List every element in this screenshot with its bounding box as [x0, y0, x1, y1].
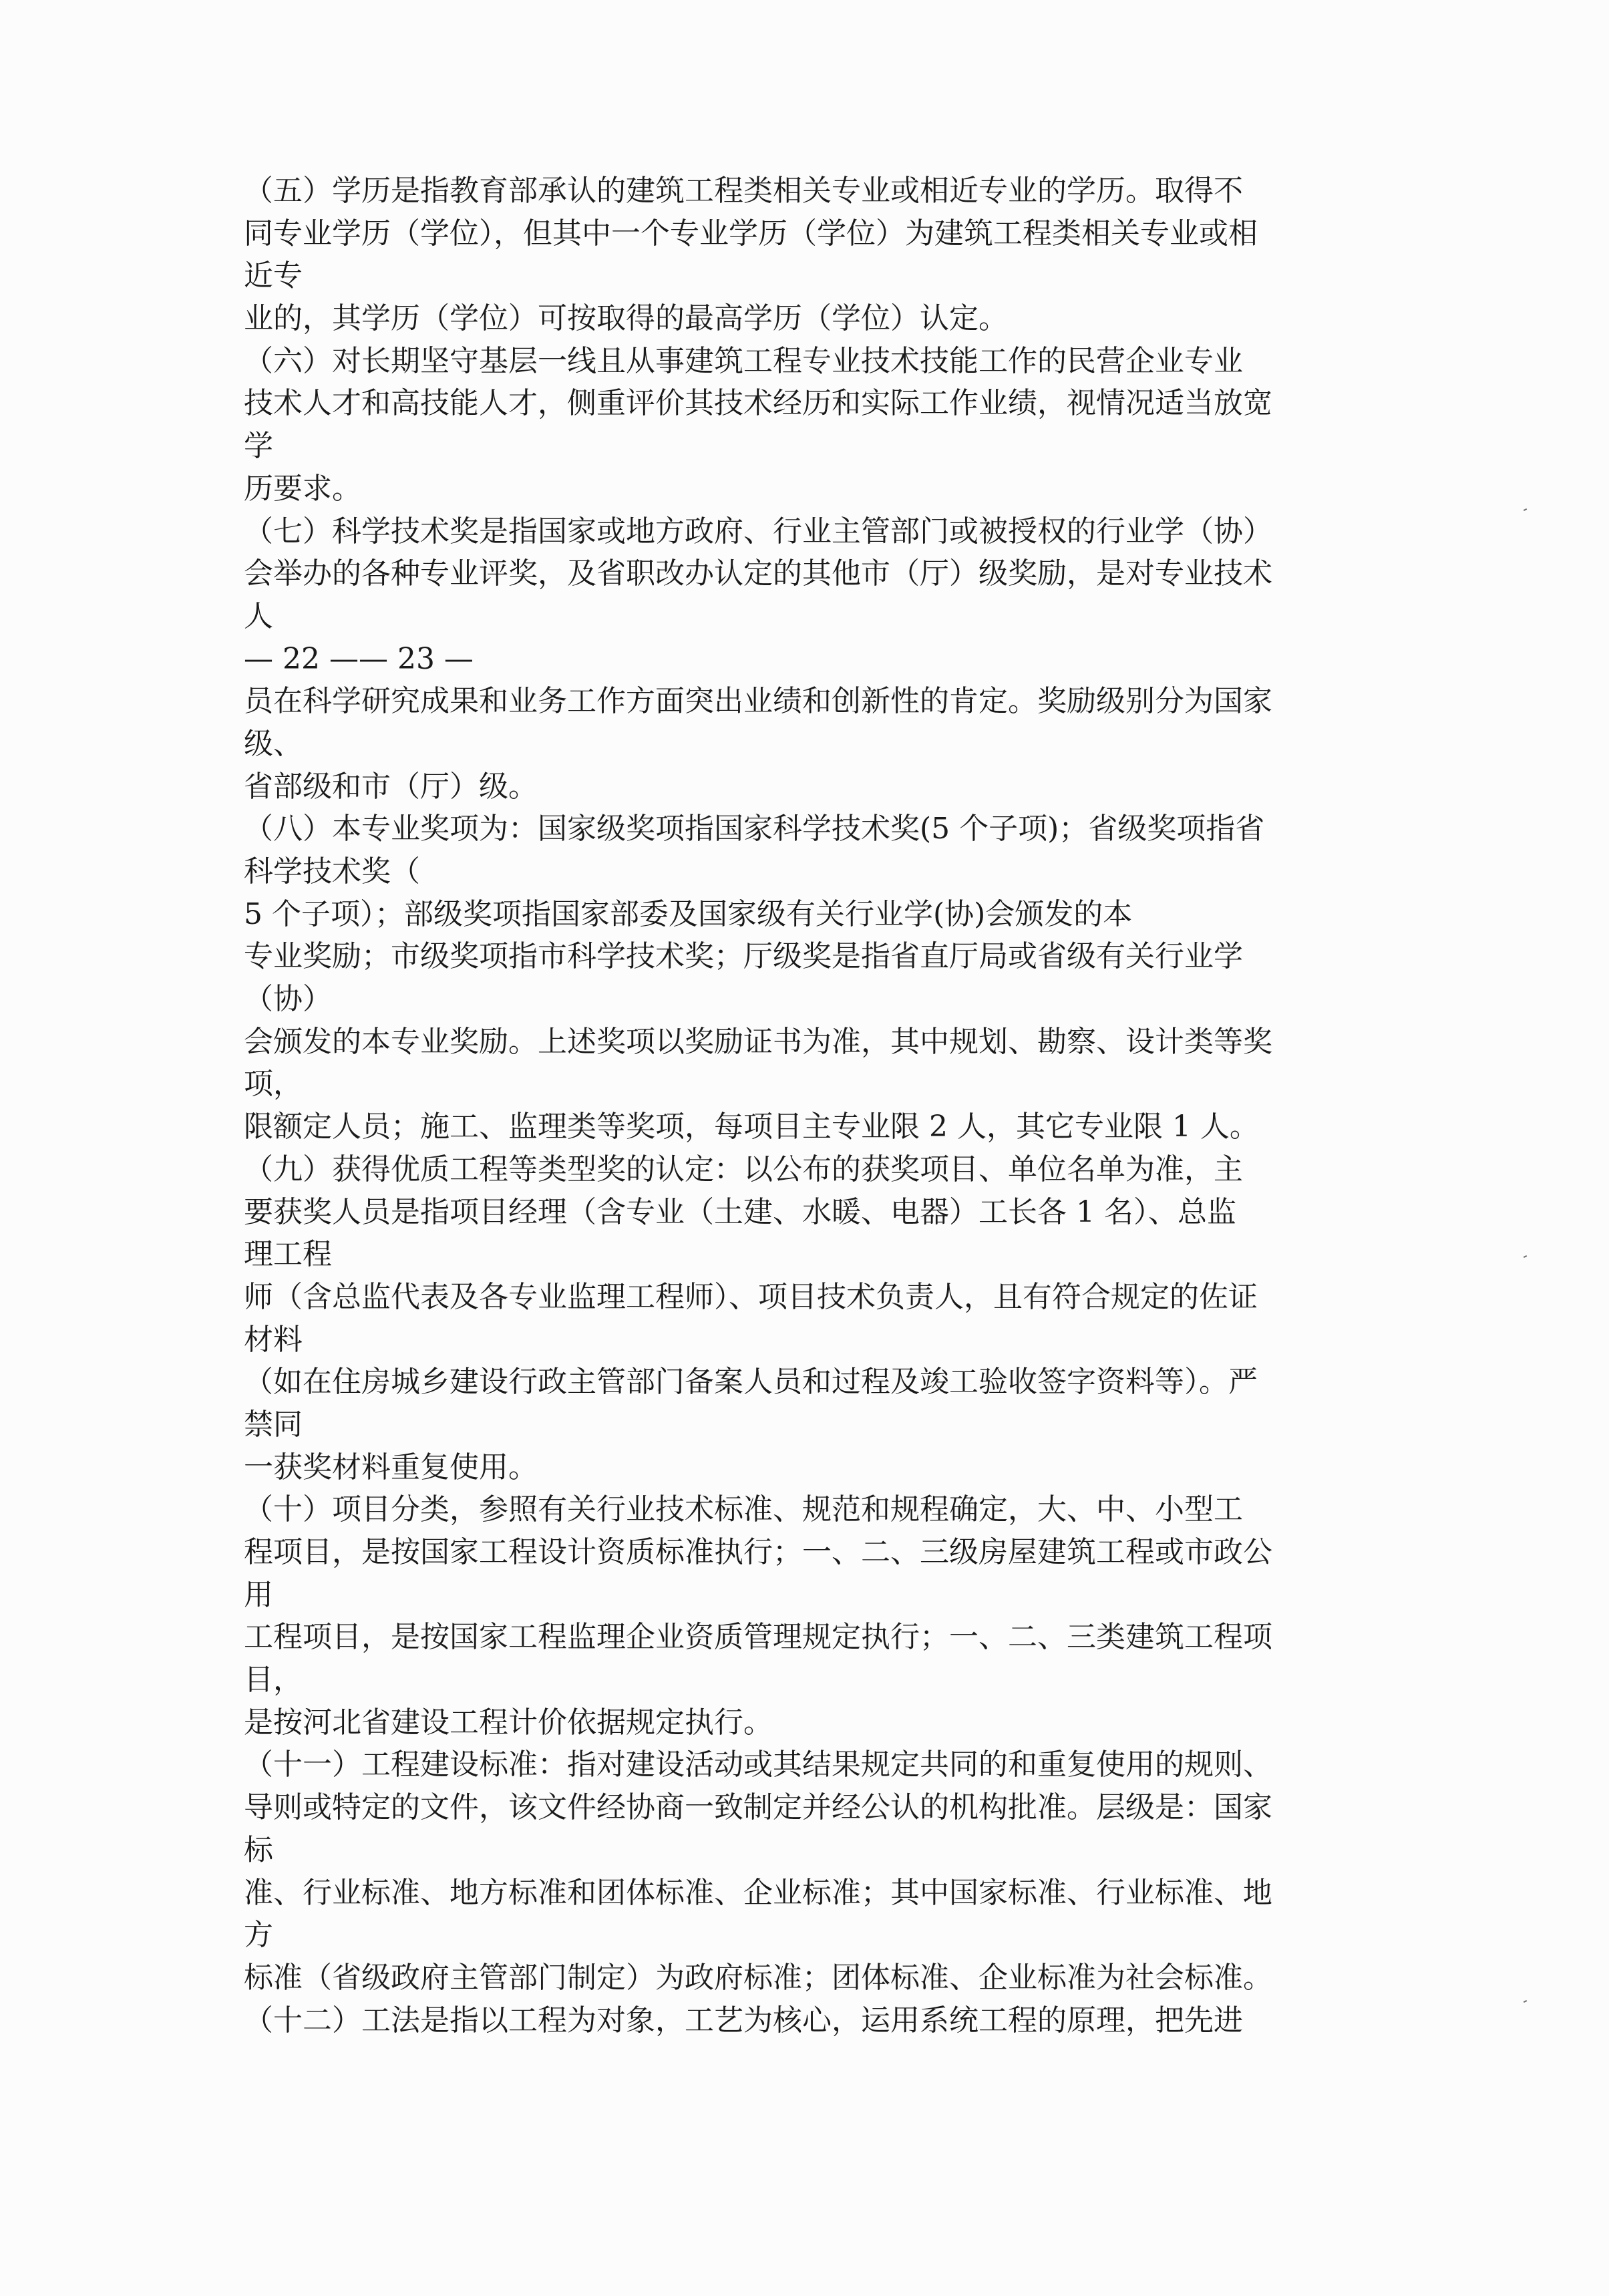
- text-line: 近专: [244, 259, 303, 293]
- text-line: （十）项目分类，参照有关行业技术标准、规范和规程确定，大、中、小型工: [244, 1492, 1243, 1527]
- text-line: 标准（省级政府主管部门制定）为政府标准；团体标准、企业标准为社会标准。: [244, 1960, 1272, 1995]
- text-line: 5 个子项）；部级奖项指国家部委及国家级有关行业学(协)会颁发的本: [244, 896, 1133, 931]
- text-line: 目，: [244, 1663, 303, 1697]
- text-line: （七）科学技术奖是指国家或地方政府、行业主管部门或被授权的行业学（协）: [244, 514, 1272, 548]
- text-line: 学: [244, 429, 273, 464]
- text-line: （九）获得优质工程等类型奖的认定：以公布的获奖项目、单位名单为准，主: [244, 1152, 1243, 1186]
- text-line: 项，: [244, 1067, 303, 1102]
- text-line: （十一）工程建设标准：指对建设活动或其结果规定共同的和重复使用的规则、: [244, 1748, 1272, 1782]
- text-line: 工程项目，是按国家工程监理企业资质管理规定执行；一、二、三类建筑工程项: [244, 1620, 1272, 1655]
- text-line: 一获奖材料重复使用。: [244, 1450, 538, 1484]
- text-line: 标: [244, 1832, 273, 1867]
- text-line: 是按河北省建设工程计价依据规定执行。: [244, 1705, 773, 1740]
- text-line: （协）: [244, 982, 332, 1017]
- text-line: 历要求。: [244, 471, 361, 506]
- text-line: 同专业学历（学位），但其中一个专业学历（学位）为建筑工程类相关专业或相: [244, 216, 1258, 251]
- text-line: 方: [244, 1918, 273, 1953]
- text-line: 程项目，是按国家工程设计资质标准执行；一、二、三级房屋建筑工程或市政公: [244, 1535, 1272, 1569]
- text-line: 导则或特定的文件，该文件经协商一致制定并经公认的机构批准。层级是：国家: [244, 1790, 1272, 1825]
- text-line: （八）本专业奖项为：国家级奖项指国家科学技术奖(5 个子项)；省级奖项指省: [244, 812, 1265, 846]
- text-line: 员在科学研究成果和业务工作方面突出业绩和创新性的肯定。奖励级别分为国家: [244, 684, 1272, 719]
- scan-speck: [1524, 508, 1527, 511]
- page-number-marker: — 22 —— 23 —: [244, 641, 474, 676]
- text-line: 会颁发的本专业奖励。上述奖项以奖励证书为准，其中规划、勘察、设计类等奖: [244, 1024, 1272, 1059]
- text-line: 师（含总监代表及各专业监理工程师）、项目技术负责人，且有符合规定的佐证: [244, 1279, 1258, 1314]
- text-line: 技术人才和高技能人才，侧重评价其技术经历和实际工作业绩，视情况适当放宽: [244, 386, 1272, 421]
- text-line: 省部级和市（厅）级。: [244, 769, 538, 804]
- scan-speck: [1524, 2000, 1527, 2003]
- text-line: 科学技术奖（: [244, 854, 420, 888]
- text-line: 材料: [244, 1322, 303, 1357]
- text-line: （如在住房城乡建设行政主管部门备案人员和过程及竣工验收签字资料等）。严: [244, 1365, 1258, 1400]
- text-line: （十二）工法是指以工程为对象，工艺为核心，运用系统工程的原理，把先进: [244, 2003, 1243, 2037]
- text-line: 用: [244, 1577, 273, 1612]
- text-line: 理工程: [244, 1237, 332, 1272]
- text-line: 要获奖人员是指项目经理（含专业（土建、水暖、电器）工长各 1 名）、总监: [244, 1194, 1236, 1229]
- text-line: 专业奖励；市级奖项指市科学技术奖；厅级奖是指省直厅局或省级有关行业学: [244, 939, 1243, 974]
- text-line: 限额定人员；施工、监理类等奖项，每项目主专业限 2 人，其它专业限 1 人。: [244, 1110, 1259, 1144]
- scan-speck: [1524, 1255, 1527, 1258]
- text-line: 级、: [244, 726, 303, 761]
- text-line: 会举办的各种专业评奖，及省职改办认定的其他市（厅）级奖励，是对专业技术: [244, 556, 1272, 591]
- text-line: 禁同: [244, 1407, 303, 1442]
- text-line: 业的，其学历（学位）可按取得的最高学历（学位）认定。: [244, 301, 1008, 336]
- text-line: 人: [244, 599, 273, 633]
- text-line: （五）学历是指教育部承认的建筑工程类相关专业或相近专业的学历。取得不: [244, 174, 1243, 208]
- body-text: [244, 170, 1393, 2041]
- text-line: 准、行业标准、地方标准和团体标准、企业标准；其中国家标准、行业标准、地: [244, 1875, 1272, 1910]
- text-line: （六）对长期坚守基层一线且从事建筑工程专业技术技能工作的民营企业专业: [244, 343, 1243, 378]
